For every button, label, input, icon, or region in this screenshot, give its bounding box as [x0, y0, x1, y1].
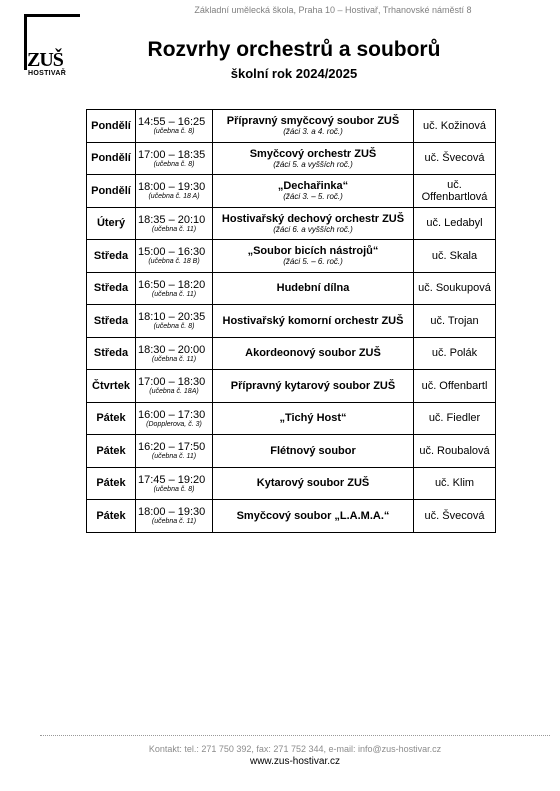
- schedule-row: [87, 272, 496, 305]
- time-range: 16:00 – 17:30: [138, 408, 206, 421]
- time-range: 18:35 – 20:10: [138, 213, 206, 226]
- day-cell: Pondělí: [87, 110, 136, 143]
- time-cell: [136, 272, 213, 305]
- teacher-cell: uč. Švecová: [414, 142, 496, 175]
- ensemble-name: Hostivařský komorní orchestr ZUŠ: [222, 314, 404, 327]
- day-cell: Pátek: [87, 467, 136, 500]
- teacher-cell: uč. Klim: [414, 467, 496, 500]
- teacher-cell: uč. Offenbartl: [414, 370, 496, 403]
- time-range: 14:55 – 16:25: [138, 116, 206, 129]
- room-note: (učebna č. 11): [151, 518, 197, 526]
- ensemble-name: Hudební dílna: [276, 282, 350, 295]
- time-range: 18:10 – 20:35: [138, 311, 206, 324]
- time-range: 16:50 – 18:20: [138, 278, 206, 291]
- ensemble-name: Smyčcový orchestr ZUŠ: [249, 147, 377, 160]
- schedule-row: [87, 175, 496, 208]
- time-cell: [136, 240, 213, 273]
- teacher-cell: uč. Trojan: [414, 305, 496, 338]
- ensemble-name: Přípravný smyčcový soubor ZUŠ: [226, 115, 400, 128]
- time-cell: [136, 175, 213, 208]
- schedule-row: [87, 337, 496, 370]
- room-note: (učebna č. 8): [153, 485, 195, 493]
- ensemble-cell: [213, 110, 414, 143]
- ensemble-cell: [213, 175, 414, 208]
- ensemble-detail: (žáci 3. – 5. roč.): [283, 192, 343, 202]
- schedule-row: [87, 110, 496, 143]
- teacher-cell: uč. Švecová: [414, 500, 496, 533]
- ensemble-name: Přípravný kytarový soubor ZUŠ: [230, 379, 396, 392]
- ensemble-cell: [213, 240, 414, 273]
- ensemble-name: Smyčcový soubor „L.A.M.A.“: [236, 509, 390, 522]
- page-title: Rozvrhy orchestrů a souborů: [147, 38, 441, 61]
- day-cell: Pondělí: [87, 175, 136, 208]
- footer-website-link[interactable]: www.zus-hostivar.cz: [249, 756, 341, 767]
- teacher-cell: uč. Skala: [414, 240, 496, 273]
- room-note: (učebna č. 8): [153, 128, 195, 136]
- ensemble-cell: [213, 207, 414, 240]
- day-cell: Pondělí: [87, 142, 136, 175]
- room-note: (učebna č. 11): [151, 290, 197, 298]
- ensemble-cell: [213, 467, 414, 500]
- time-range: 18:30 – 20:00: [138, 343, 206, 356]
- ensemble-name: Akordeonový soubor ZUŠ: [245, 347, 381, 360]
- logo-subtext: HOSTIVAŘ: [28, 70, 67, 77]
- time-range: 15:00 – 16:30: [138, 246, 206, 259]
- room-note: (učebna č. 18 A): [148, 193, 200, 201]
- time-cell: [136, 305, 213, 338]
- time-range: 17:45 – 19:20: [138, 473, 206, 486]
- ensemble-name: Hostivařský dechový orchestr ZUŠ: [221, 212, 405, 225]
- day-cell: Středa: [87, 240, 136, 273]
- time-range: 18:00 – 19:30: [138, 181, 206, 194]
- room-note: (učebna č. 8): [153, 160, 195, 168]
- day-cell: Pátek: [87, 435, 136, 468]
- day-cell: Pátek: [87, 500, 136, 533]
- room-note: (učebna č. 18 B): [148, 258, 200, 266]
- schedule-body: [87, 110, 496, 533]
- time-range: 17:00 – 18:30: [138, 376, 206, 389]
- ensemble-name: Flétnový soubor: [270, 444, 356, 457]
- room-note: (učebna č. 8): [153, 323, 195, 331]
- schedule-row: [87, 240, 496, 273]
- schedule-table: [86, 109, 496, 533]
- time-cell: [136, 142, 213, 175]
- ensemble-cell: [213, 402, 414, 435]
- footer-divider: [40, 735, 550, 736]
- teacher-cell: uč. Polák: [414, 337, 496, 370]
- ensemble-cell: [213, 272, 414, 305]
- room-note: (Dopplerova, č. 3): [146, 420, 202, 428]
- day-cell: Středa: [87, 305, 136, 338]
- teacher-cell: uč. Kožinová: [414, 110, 496, 143]
- time-cell: [136, 110, 213, 143]
- school-logo: [24, 14, 84, 80]
- day-cell: Středa: [87, 272, 136, 305]
- time-cell: [136, 467, 213, 500]
- footer-contact: Kontakt: tel.: 271 750 392, fax: 271 752 344, e-mail: info@zus-hostivar.cz: [148, 744, 442, 754]
- room-note: (učebna č. 11): [151, 225, 197, 233]
- teacher-cell: uč. Offenbartlová: [414, 175, 496, 208]
- ensemble-name: „Soubor bicích nástrojů“: [247, 245, 379, 258]
- ensemble-name: „Dechařinka“: [277, 180, 349, 193]
- room-note: (učebna č. 11): [151, 453, 197, 461]
- teacher-cell: uč. Ledabyl: [414, 207, 496, 240]
- day-cell: Čtvrtek: [87, 370, 136, 403]
- schedule-row: [87, 305, 496, 338]
- teacher-cell: uč. Roubalová: [414, 435, 496, 468]
- page-subtitle: školní rok 2024/2025: [230, 66, 358, 81]
- time-cell: [136, 370, 213, 403]
- time-range: 18:00 – 19:30: [138, 506, 206, 519]
- ensemble-cell: [213, 337, 414, 370]
- ensemble-detail: (žáci 5. a vyšších roč.): [273, 159, 353, 169]
- ensemble-cell: [213, 305, 414, 338]
- day-cell: Pátek: [87, 402, 136, 435]
- room-note: (učebna č. 11): [151, 355, 197, 363]
- teacher-cell: uč. Soukupová: [414, 272, 496, 305]
- time-cell: [136, 500, 213, 533]
- time-cell: [136, 337, 213, 370]
- time-cell: [136, 207, 213, 240]
- ensemble-cell: [213, 435, 414, 468]
- schedule-row: [87, 207, 496, 240]
- logo-text: ZUŠ: [27, 49, 63, 71]
- teacher-cell: uč. Fiedler: [414, 402, 496, 435]
- ensemble-detail: (žáci 6. a vyšších roč.): [273, 224, 353, 234]
- schedule-row: [87, 467, 496, 500]
- ensemble-name: Kytarový soubor ZUŠ: [256, 477, 370, 490]
- schedule-row: [87, 142, 496, 175]
- time-cell: [136, 435, 213, 468]
- time-range: 17:00 – 18:35: [138, 148, 206, 161]
- day-cell: Středa: [87, 337, 136, 370]
- ensemble-detail: (žáci 3. a 4. roč.): [283, 127, 343, 137]
- room-note: (učebna č. 18A): [149, 388, 199, 396]
- time-range: 16:20 – 17:50: [138, 441, 206, 454]
- school-address-line: Základní umělecká škola, Praha 10 – Hostivař, Trhanovské náměstí 8: [194, 5, 472, 15]
- schedule-row: [87, 402, 496, 435]
- schedule-row: [87, 435, 496, 468]
- ensemble-cell: [213, 370, 414, 403]
- ensemble-name: „Tichý Host“: [279, 412, 347, 425]
- schedule-row: [87, 500, 496, 533]
- ensemble-detail: (žáci 5. – 6. roč.): [283, 257, 343, 267]
- ensemble-cell: [213, 500, 414, 533]
- ensemble-cell: [213, 142, 414, 175]
- time-cell: [136, 402, 213, 435]
- day-cell: Úterý: [87, 207, 136, 240]
- schedule-row: [87, 370, 496, 403]
